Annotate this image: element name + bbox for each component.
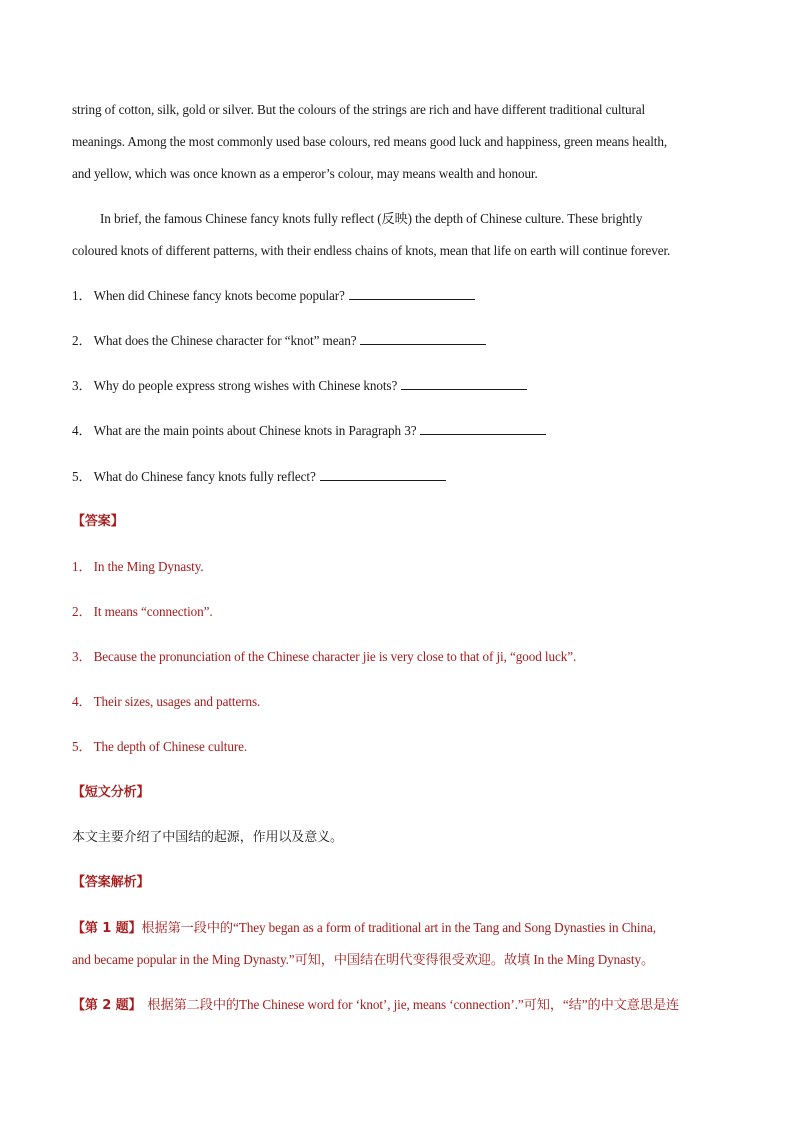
answer-blank[interactable] — [420, 422, 546, 435]
answer-number: 2． — [72, 604, 92, 619]
answer-text: It means “connection”. — [93, 604, 213, 619]
explanation-2-text: 根据第二段中的The Chinese word for ‘knot’, jie, means ‘connection’.”可知，“结”的中文意思是连 — [147, 997, 680, 1012]
answer-1 — [72, 558, 204, 576]
answer-text: Because the pronunciation of the Chinese character jie is very close to that of ji, “good luck”. — [93, 649, 577, 664]
explanation-heading: 【答案解析】 — [72, 875, 150, 890]
passage-p1-line2: meanings. Among the most commonly used base colours, red means good luck and happiness, green means health, — [72, 134, 668, 149]
passage-p1-line3: and yellow, which was once known as a emperor’s colour, may means wealth and honour. — [72, 166, 538, 181]
passage-p2-line1: In brief, the famous Chinese fancy knots fully reflect (反映) the depth of Chinese culture. These brightly — [100, 211, 643, 226]
explanation-1-line2: and became popular in the Ming Dynasty.”可知，中国结在明代变得很受欢迎。故填 In the Ming Dynasty。 — [72, 952, 655, 967]
question-3 — [72, 377, 527, 395]
analysis-text: 本文主要介绍了中国结的起源，作用以及意义。 — [72, 830, 343, 845]
answer-text: Their sizes, usages and patterns. — [93, 694, 261, 709]
answer-number: 1． — [72, 559, 92, 574]
explanation-2-line1 — [72, 996, 679, 1015]
answer-5 — [72, 738, 247, 756]
question-number: 1． — [72, 288, 92, 303]
answer-text: The depth of Chinese culture. — [93, 739, 248, 754]
question-text: What do Chinese fancy knots fully reflect? — [93, 469, 316, 484]
question-5 — [72, 468, 446, 486]
question-4 — [72, 422, 546, 440]
answer-3 — [72, 648, 576, 666]
question-number: 4． — [72, 423, 92, 438]
question-number: 3． — [72, 378, 92, 393]
answer-number: 5． — [72, 739, 92, 754]
explanation-1-tag: 【第 1 题】 — [72, 921, 142, 936]
answer-blank[interactable] — [360, 332, 486, 345]
passage-p2-line2: coloured knots of different patterns, with their endless chains of knots, mean that life on earth will continue forever. — [72, 243, 671, 258]
question-text: When did Chinese fancy knots become popular? — [93, 288, 345, 303]
answer-blank[interactable] — [349, 287, 475, 300]
question-text: What does the Chinese character for “knot” mean? — [93, 333, 357, 348]
answer-number: 3． — [72, 649, 92, 664]
answer-4 — [72, 693, 260, 711]
question-number: 5． — [72, 469, 92, 484]
analysis-heading: 【短文分析】 — [72, 785, 150, 800]
question-text: What are the main points about Chinese knots in Paragraph 3? — [93, 423, 417, 438]
explanation-1-line1 — [72, 919, 656, 938]
answer-blank[interactable] — [401, 377, 527, 390]
question-1 — [72, 287, 475, 305]
question-number: 2． — [72, 333, 92, 348]
question-text: Why do people express strong wishes with Chinese knots? — [93, 378, 398, 393]
explanation-1-text: 根据第一段中的“They began as a form of traditional art in the Tang and Song Dynasties in China, — [141, 920, 656, 935]
answer-blank[interactable] — [320, 468, 446, 481]
question-2 — [72, 332, 486, 350]
answer-text: In the Ming Dynasty. — [93, 559, 204, 574]
answer-2 — [72, 603, 213, 621]
passage-p1-line1: string of cotton, silk, gold or silver. But the colours of the strings are rich and have different traditional cultural — [72, 102, 646, 117]
answer-number: 4． — [72, 694, 92, 709]
answer-heading: 【答案】 — [72, 514, 124, 529]
explanation-2-tag: 【第 2 题】 — [72, 998, 142, 1013]
